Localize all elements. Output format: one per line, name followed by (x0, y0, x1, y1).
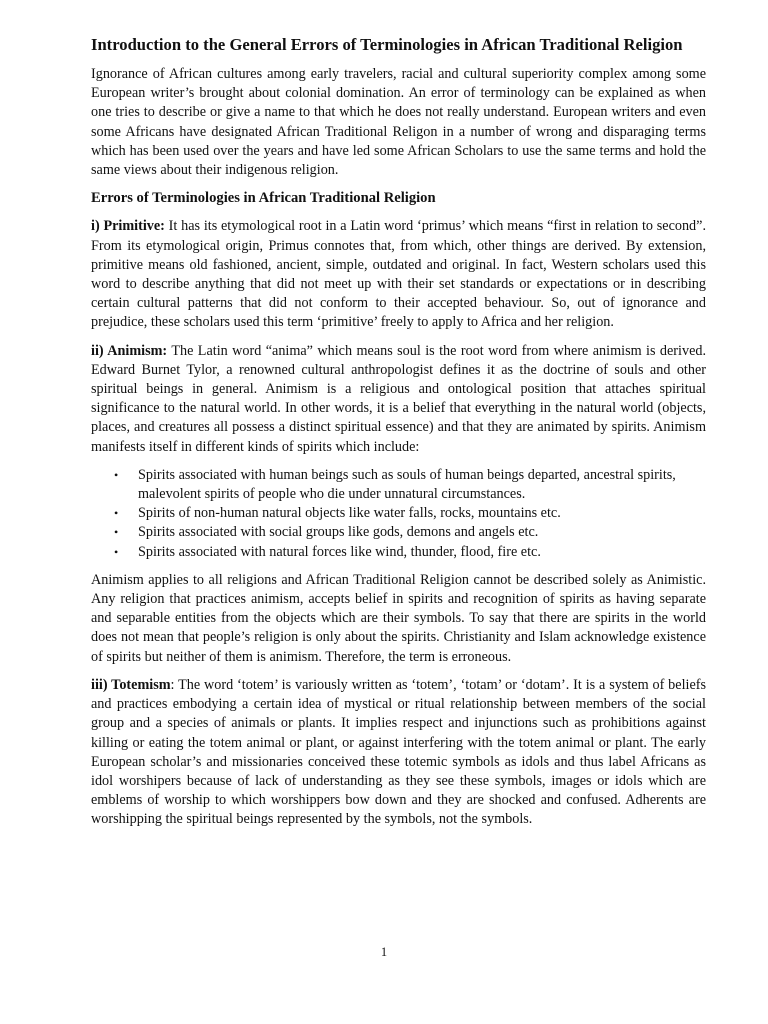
animism-paragraph (91, 342, 706, 457)
list-item (91, 523, 706, 542)
list-item-text: Spirits associated with human beings such as souls of human beings departed, ancestral spirits, malevolent spirits of people who die under unnatural circumstances. (138, 466, 676, 503)
list-item (91, 466, 706, 504)
list-item (91, 543, 706, 562)
document-title: Introduction to the General Errors of Terminologies in African Traditional Religion (91, 35, 683, 54)
intro-paragraph: Ignorance of African cultures among early travelers, racial and cultural superiority complex among some European writer’s brought about colonial domination. An error of terminology can be explained as when one tries to describe or give a name to that which he does not really understand. European writers and even some Africans have designated African Traditional Religon in a number of wrong and disparaging terms which has been used over the years and have led some African Scholars to use the same terms and hold the same views about their indigenous religion. (91, 66, 706, 179)
page-number: 1 (380, 945, 388, 959)
spirits-list (91, 466, 706, 562)
totemism-label: iii) Totemism (91, 676, 171, 693)
primitive-paragraph (91, 217, 706, 332)
list-item-text: Spirits associated with natural forces like wind, thunder, flood, fire etc. (138, 543, 541, 560)
list-item-text: Spirits of non-human natural objects like water falls, rocks, mountains etc. (138, 505, 561, 522)
animism-conclusion-paragraph: Animism applies to all religions and African Traditional Religion cannot be described solely as Animistic. Any religion that practices animism, accepts belief in spirits and recognition of spirits as having separate and separable entities from the objects which are their symbols. To say that there are spirits in the world does not mean that people’s religion is only about the spirits. Christianity and Islam acknowledge existence of spirits but neither of them is animism. Therefore, the term is erroneous. (91, 571, 706, 665)
bullet-icon: • (114, 525, 119, 540)
animism-label: ii) Animism: (91, 342, 168, 359)
totemism-paragraph (91, 676, 706, 830)
list-item (91, 504, 706, 523)
primitive-text: It has its etymological root in a Latin word ‘primus’ which means “first in relation to second”. From its etymological origin, Primus connotes that, from which, other things are derived. By extension, primitive means old fashioned, ancient, simple, outdated and original. In fact, Western scholars used this word to describe anything that did not meet up with their set standards or expectations or in describing certain cultural patterns that did not conform to their accepted behaviour. So, out of ignorance and prejudice, these scholars used this term ‘primitive’ freely to apply to Africa and her religion. (91, 218, 706, 331)
animism-text: The Latin word “anima” which means soul is the root word from where animism is derived. Edward Burnet Tylor, a renowned cultural anthropologist defines it as the doctrine of souls and other spiritual beings in general. Animism is a religious and ontological position that attaches spiritual significance to the natural world. In other words, it is a belief that everything in the natural world (objects, places, and creatures all possess a distinct spiritual essence) and that they are animated by spirits. Animism manifests itself in different kinds of spirits which include: (91, 342, 707, 455)
bullet-icon: • (114, 506, 119, 521)
list-item-text: Spirits associated with social groups like gods, demons and angels etc. (138, 524, 539, 541)
bullet-icon: • (114, 544, 119, 559)
totemism-text: : The word ‘totem’ is variously written as ‘totem’, ‘totam’ or ‘dotam’. It is a system of beliefs and practices embodying a certain idea of mystical or ritual relationship between members of the social group and a species of animals or plants. It implies respect and injunctions such as prohibitions against killing or eating the totem animal or plant, or against interfering with the totem animal or plant. The early European scholar’s and missionaries conceived these totemic symbols as idols and thus label Africans as idol worshipers because of lack of understanding as they see these symbols, images or idols which are emblems of worship to which worshippers bow down and they are shocked and confused. Adherents are worshipping the spiritual beings represented by the symbols, not the symbols. (91, 676, 706, 828)
section-heading: Errors of Terminologies in African Traditional Religion (91, 190, 436, 207)
bullet-icon: • (114, 467, 119, 482)
primitive-label: i) Primitive: (91, 218, 165, 235)
document-page (91, 34, 706, 830)
